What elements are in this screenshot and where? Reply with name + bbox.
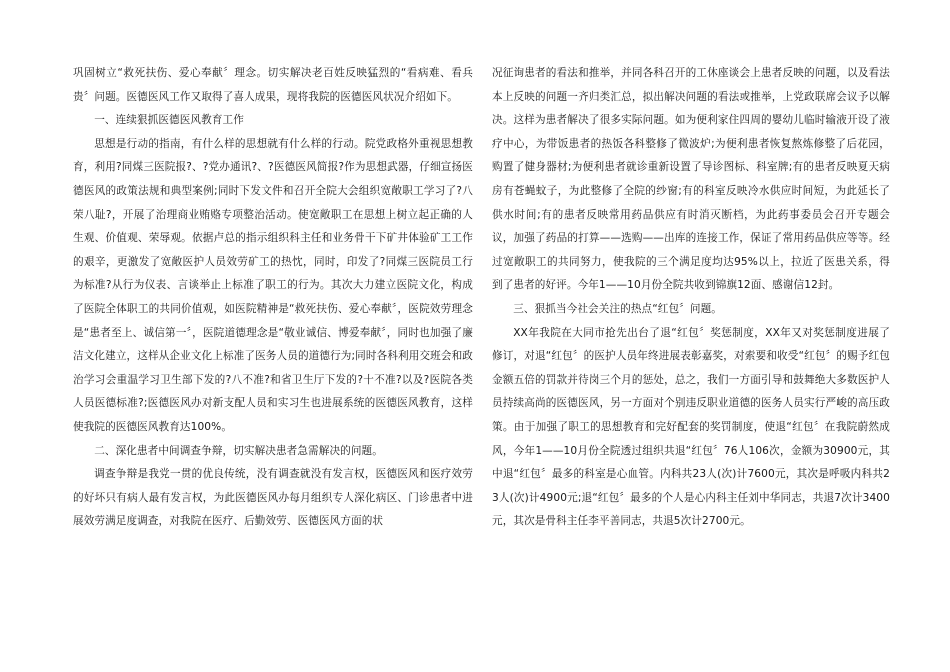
section-2-paragraph: 调查争辩是我党一贯的优良传统，没有调查就没有发言权，医德医风和医疗效劳的好坏只有病人最有发言权，为此医德医风办每月组织专人深化病区、门诊患者中进展效劳满足度调查，对我院在医疗、后勤效劳、医德医风方面的状 <box>73 468 473 528</box>
left-column <box>73 62 473 534</box>
section-heading-3: 三、狠抓当今社会关注的热点“红包〞问题。 <box>513 302 722 315</box>
section-3-paragraph: XX年我院在大同市抢先出台了退“红包〞奖惩制度，XX年又对奖惩制度进展了修订，对退“红包〞的医护人员年终进展表彰嘉奖，对索要和收受“红包〞的赐予红包金额五倍的罚款并待岗三个月的惩处，总之，我们一方面引导和鼓舞绝大多数医护人员持续高尚的医德医风，另一方面对个别违反职业道德的医务人员实行严峻的高压政策。由于加强了职工的思想教育和完好配套的奖罚制度，使退“红包〞在我院蔚然成风，今年1——10月份全院透过组织共退“红包〞76人106次，金额为30900元，其中退“红包〞最多的科室是心血管。内科共23人(次)计7600元，其次是呼吸内科共23人(次)计4900元;退“红包〞最多的个人是心内科主任刘中华同志，共退7次计3400元，其次是骨科主任李平善同志，共退5次计2700元。 <box>492 326 890 528</box>
right-column <box>492 62 890 534</box>
section-1-paragraph: 思想是行动的指南，有什么样的思想就有什么样的行动。院党政格外重视思想教育，利用?同煤三医院报?、?党办通讯?、?医德医风简报?作为思想武器，仔细宣扬医德医风的政策法规和典型案例;同时下发文件和召开全院大会组织宽敞职工学习了?八荣八耻?，开展了治理商业贿赂专项整治活动。使宽敞职工在思想上树立起正确的人生观、价值观、荣辱观。依据卢总的指示组织科主任和业务骨干下矿井体验矿工工作的艰辛，更激发了宽敞医护人员效劳矿工的热忱，同时，印发了?同煤三医院员工行为标准?从行为仪表、言谈举止上标准了职工的行为。其次大力建立医院文化，构成了医院全体职工的共同价值观，如医院精神是“救死扶伤、爱心奉献〞，医院效劳理念是“患者至上、诚信第一〞，医院道德理念是“敬业诚信、博爱奉献〞，同时也加强了廉洁文化建立，这样从企业文化上标准了医务人员的道德行为;同时各科利用交班会和政治学习会重温学习卫生部下发的?八不准?和省卫生厅下发的?十不准?以及?医院各类人员医德标准?;医德医风办对新支配人员和实习生也进展系统的医德医风教育，这样使我院的医德医风教育达100%。 <box>73 137 473 433</box>
intro-paragraph: 巩固树立“救死扶伤、爱心奉献〞理念。切实解决老百姓反映猛烈的“看病难、看兵贵〞问题。医德医风工作又取得了喜人成果，现将我院的医德医风状况介绍如下。 <box>73 67 473 103</box>
section-heading-2: 二、深化患者中间调查争辩，切实解决患者急需解决的问题。 <box>94 444 383 457</box>
section-2-continued-paragraph: 况征询患者的看法和推举，并同各科召开的工休座谈会上患者反映的问题，以及看法本上反映的问题一齐归类汇总，拟出解决问题的看法或推举，上党政联席会议予以解决。这样为患者解决了很多实际问题。如为便利家住四周的婴幼儿临时输液开设了液疗中心，为带饭患者的热饭各科整修了微波炉;为便利患者恢复熬炼修整了后花园，购置了健身器材;为便利患者就诊重新设置了导诊图标、科室牌;有的患者反映夏天病房有苍蝇蚊子，为此整修了全院的纱窗;有的科室反映冷水供应时间短，为此延长了供水时间;有的患者反映常用药品供应有时消灭断档，为此药事委员会召开专题会议，加强了药品的打算——选购——出库的连接工作，保证了常用药品供应等等。经过宽敞职工的共同努力，使我院的三个满足度均达95%以上，拉近了医患关系，得到了患者的好评。今年1——10月份全院共收到锦旗12面、感谢信12封。 <box>492 67 890 292</box>
section-heading-1: 一、连续狠抓医德医风教育工作 <box>94 114 244 127</box>
